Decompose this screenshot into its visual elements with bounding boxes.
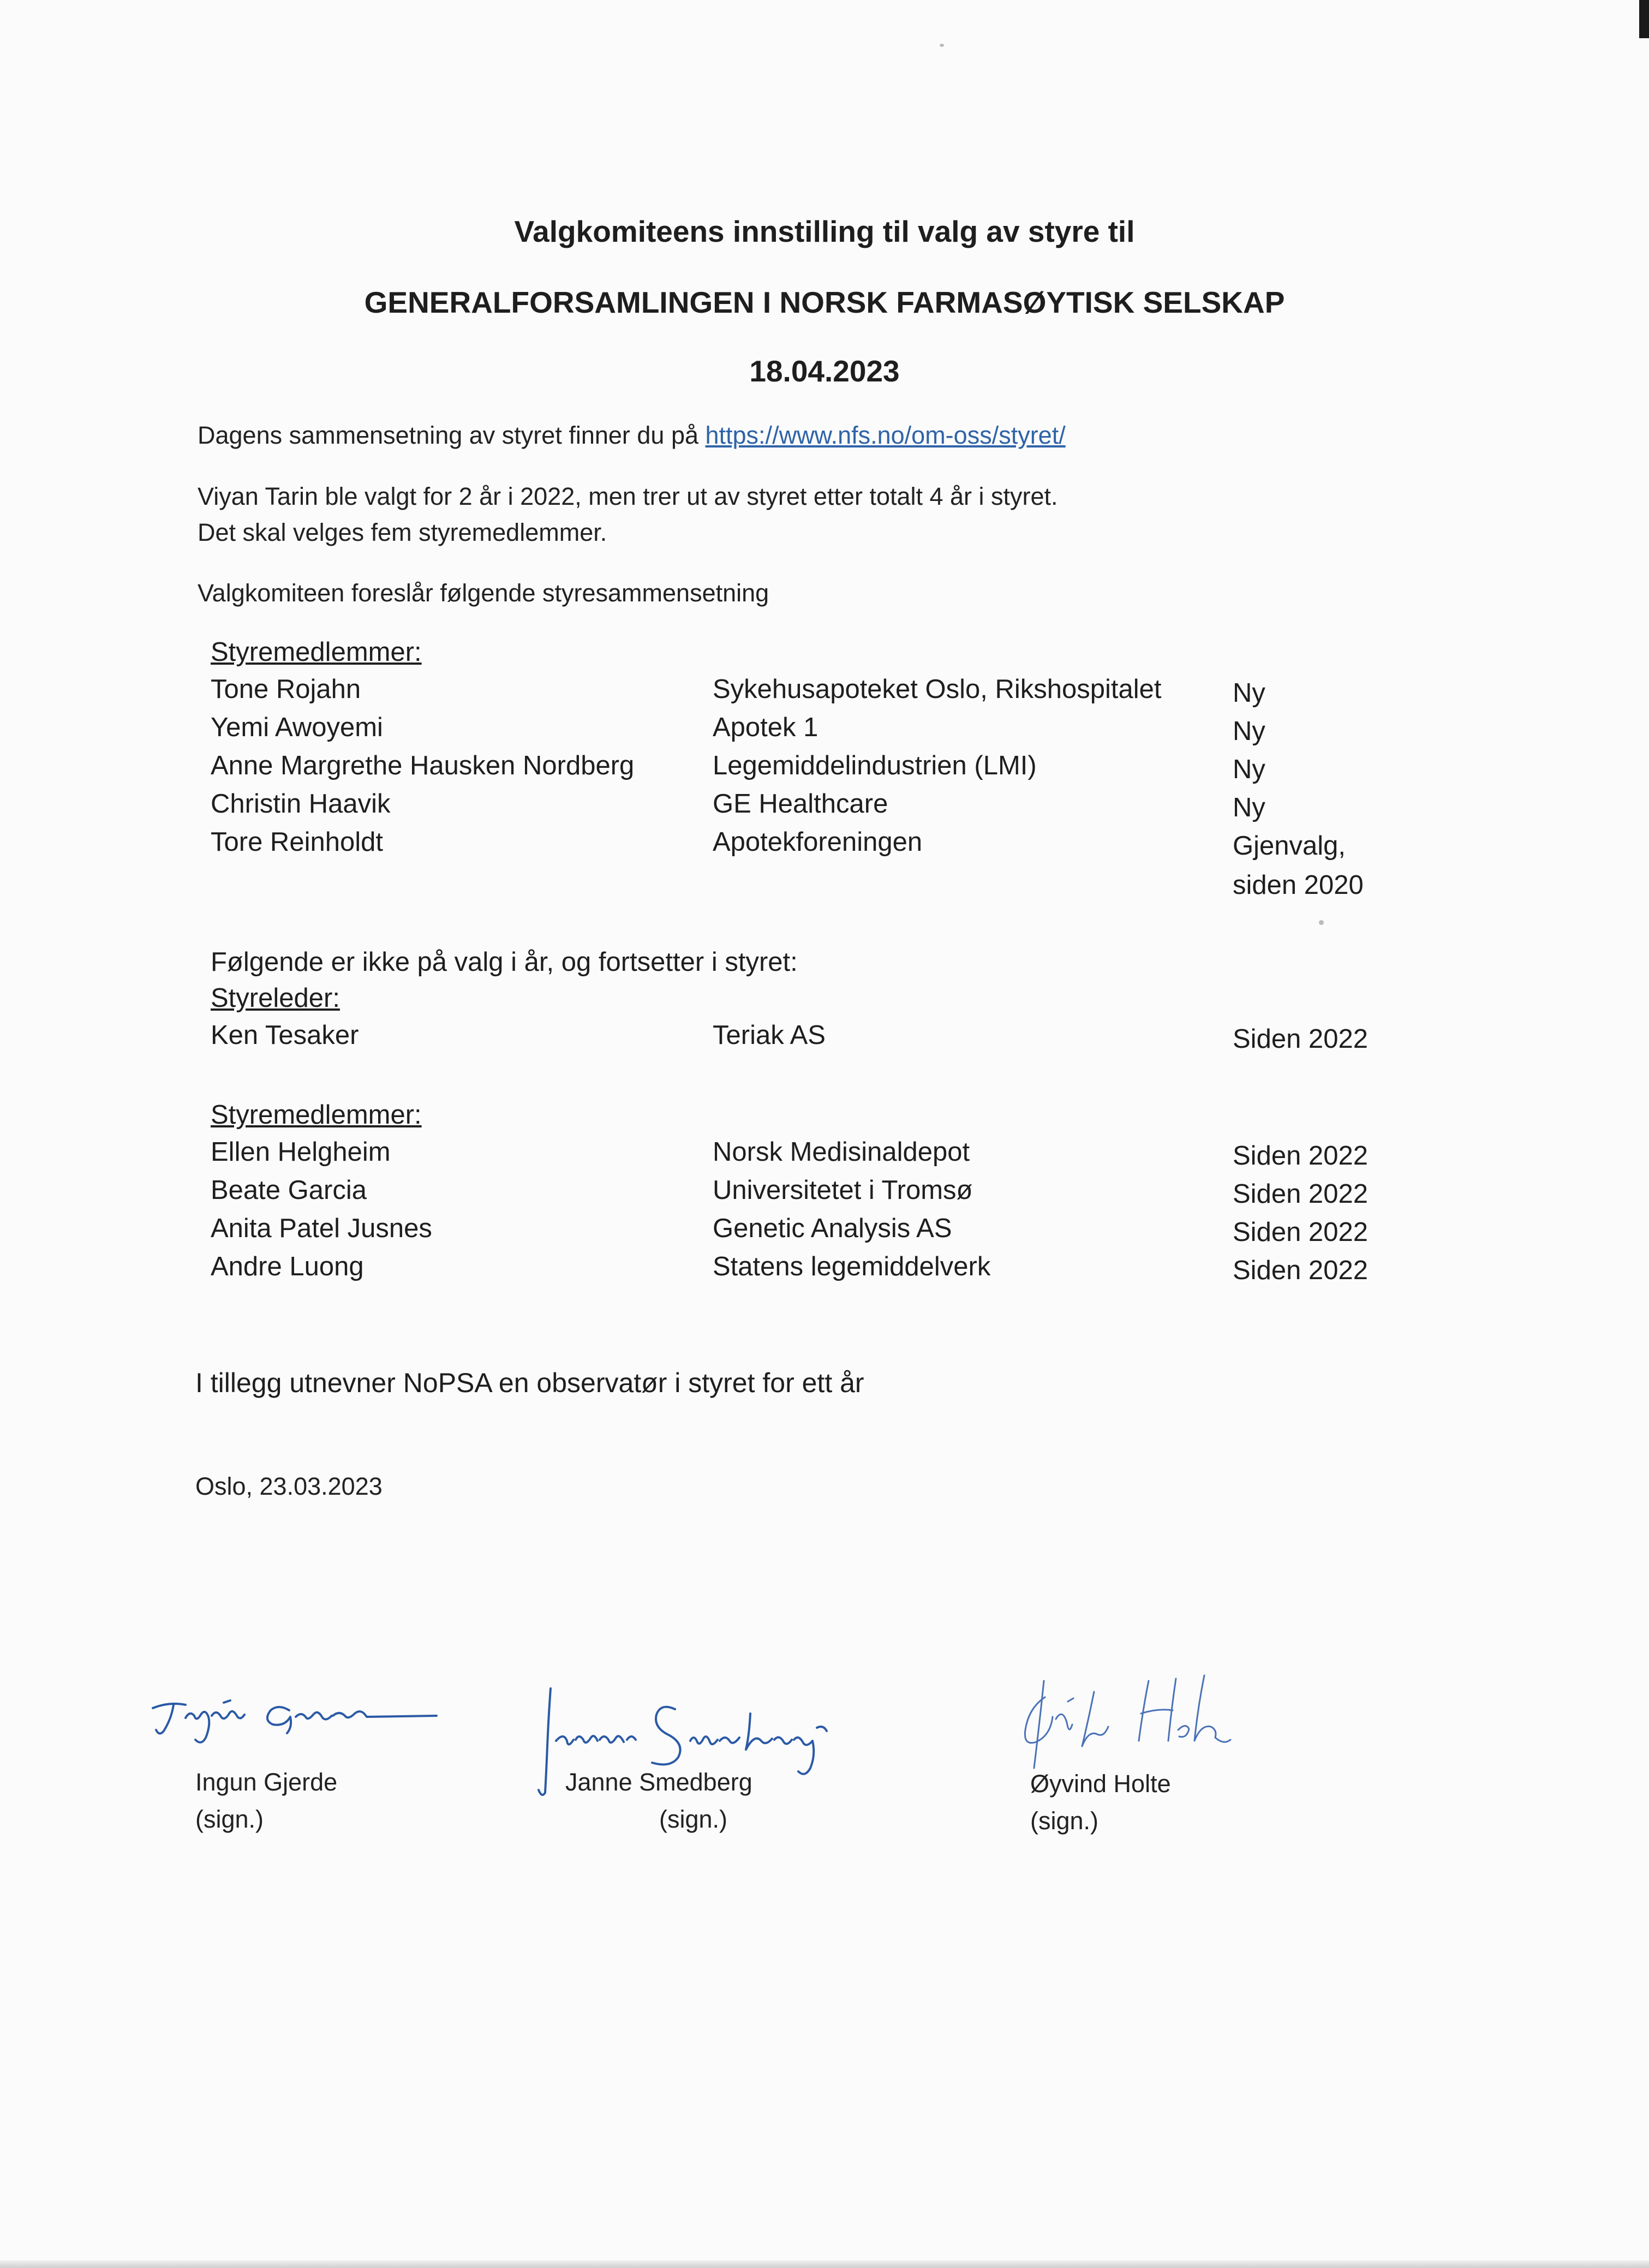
member-status: Siden 2022	[1233, 1256, 1368, 1285]
continuing-text: Følgende er ikke på valg i år, og fortsetter i styret:	[211, 947, 798, 977]
member-org: Legemiddelindustrien (LMI)	[713, 751, 1037, 780]
document-date: 18.04.2023	[749, 354, 900, 388]
member-status: Ny	[1233, 717, 1265, 746]
note-paragraph	[198, 479, 1058, 551]
scan-speck	[940, 44, 944, 47]
member-org: Sykehusapoteket Oslo, Rikshospitalet	[713, 675, 1162, 704]
board-link[interactable]: https://www.nfs.no/om-oss/styret/	[705, 421, 1066, 449]
intro-text: Dagens sammensetning av styret finner du på	[198, 421, 706, 449]
member-status: Siden 2022	[1233, 1179, 1368, 1209]
scan-edge-bottom	[0, 2260, 1649, 2268]
member-row	[211, 708, 1438, 747]
member-row	[211, 1171, 1438, 1209]
chair-section	[211, 944, 1438, 1054]
member-name: Anne Margrethe Hausken Nordberg	[211, 751, 635, 780]
member-org: GE Healthcare	[713, 789, 888, 819]
signatory-sign: (sign.)	[1030, 1807, 1099, 1835]
scan-speck	[1319, 920, 1324, 925]
member-name: Beate Garcia	[211, 1175, 367, 1205]
member-name: Andre Luong	[211, 1252, 364, 1281]
member-row	[211, 785, 1438, 823]
member-status: Ny	[1233, 793, 1265, 822]
signatory-name: Ingun Gjerde	[195, 1768, 338, 1796]
section-heading: Styremedlemmer:	[211, 1100, 422, 1130]
scan-edge	[1639, 0, 1649, 38]
section-heading: Styremedlemmer:	[211, 637, 422, 667]
observer-note: I tillegg utnevner NoPSA en observatør i styret for ett år	[195, 1368, 864, 1398]
continuing-members-section	[211, 1097, 1438, 1286]
member-name: Yemi Awoyemi	[211, 713, 383, 742]
member-org: Norsk Medisinaldepot	[713, 1137, 970, 1167]
signatory-sign: (sign.)	[659, 1805, 728, 1833]
signatory-name: Janne Smedberg	[565, 1768, 752, 1796]
elected-members-section	[211, 634, 1438, 900]
member-status: Siden 2022	[1233, 1141, 1368, 1171]
signatory-1	[195, 1764, 337, 1838]
handwritten-signature-3	[1012, 1670, 1241, 1779]
member-row	[211, 1209, 1438, 1248]
signatory-sign: (sign.)	[195, 1805, 264, 1833]
document-title-org: GENERALFORSAMLINGEN I NORSK FARMASØYTISK SELSKAP	[364, 285, 1285, 319]
member-org: Genetic Analysis AS	[713, 1214, 952, 1243]
member-org: Universitetet i Tromsø	[713, 1175, 973, 1205]
signatory-3	[1030, 1765, 1171, 1840]
member-status: Ny	[1233, 678, 1265, 708]
member-status	[1233, 826, 1364, 905]
member-row	[211, 1248, 1438, 1286]
member-status: Ny	[1233, 755, 1265, 784]
member-name: Christin Haavik	[211, 789, 391, 819]
member-org: Apotekforeningen	[713, 827, 923, 857]
member-name: Ken Tesaker	[211, 1020, 359, 1050]
member-status: Siden 2022	[1233, 1024, 1368, 1054]
signatory-name: Øyvind Holte	[1030, 1770, 1171, 1798]
member-name: Ellen Helgheim	[211, 1137, 391, 1167]
proposal-text: Valgkomiteen foreslår følgende styresammensetning	[198, 579, 769, 607]
member-org: Teriak AS	[713, 1020, 826, 1050]
handwritten-signature-1	[147, 1686, 442, 1752]
member-status: Siden 2022	[1233, 1217, 1368, 1247]
member-row	[211, 747, 1438, 785]
signatory-2	[565, 1764, 752, 1838]
member-org: Statens legemiddelverk	[713, 1252, 991, 1281]
member-row	[211, 670, 1438, 708]
member-row	[211, 1133, 1438, 1171]
member-status-line: siden 2020	[1233, 870, 1364, 900]
member-status-line: Gjenvalg,	[1233, 831, 1346, 861]
note-line: Det skal velges fem styremedlemmer.	[198, 518, 607, 546]
note-line: Viyan Tarin ble valgt for 2 år i 2022, men trer ut av styret etter totalt 4 år i styret.	[198, 482, 1058, 510]
member-row	[211, 823, 1438, 900]
place-date: Oslo, 23.03.2023	[195, 1472, 383, 1500]
member-org: Apotek 1	[713, 713, 818, 742]
member-name: Anita Patel Jusnes	[211, 1214, 432, 1243]
member-row	[211, 1016, 1438, 1054]
intro-paragraph	[198, 417, 1066, 453]
member-name: Tore Reinholdt	[211, 827, 383, 857]
section-heading: Styreleder:	[211, 983, 340, 1013]
document-title: Valgkomiteens innstilling til valg av styre til	[514, 214, 1135, 248]
member-name: Tone Rojahn	[211, 675, 361, 704]
